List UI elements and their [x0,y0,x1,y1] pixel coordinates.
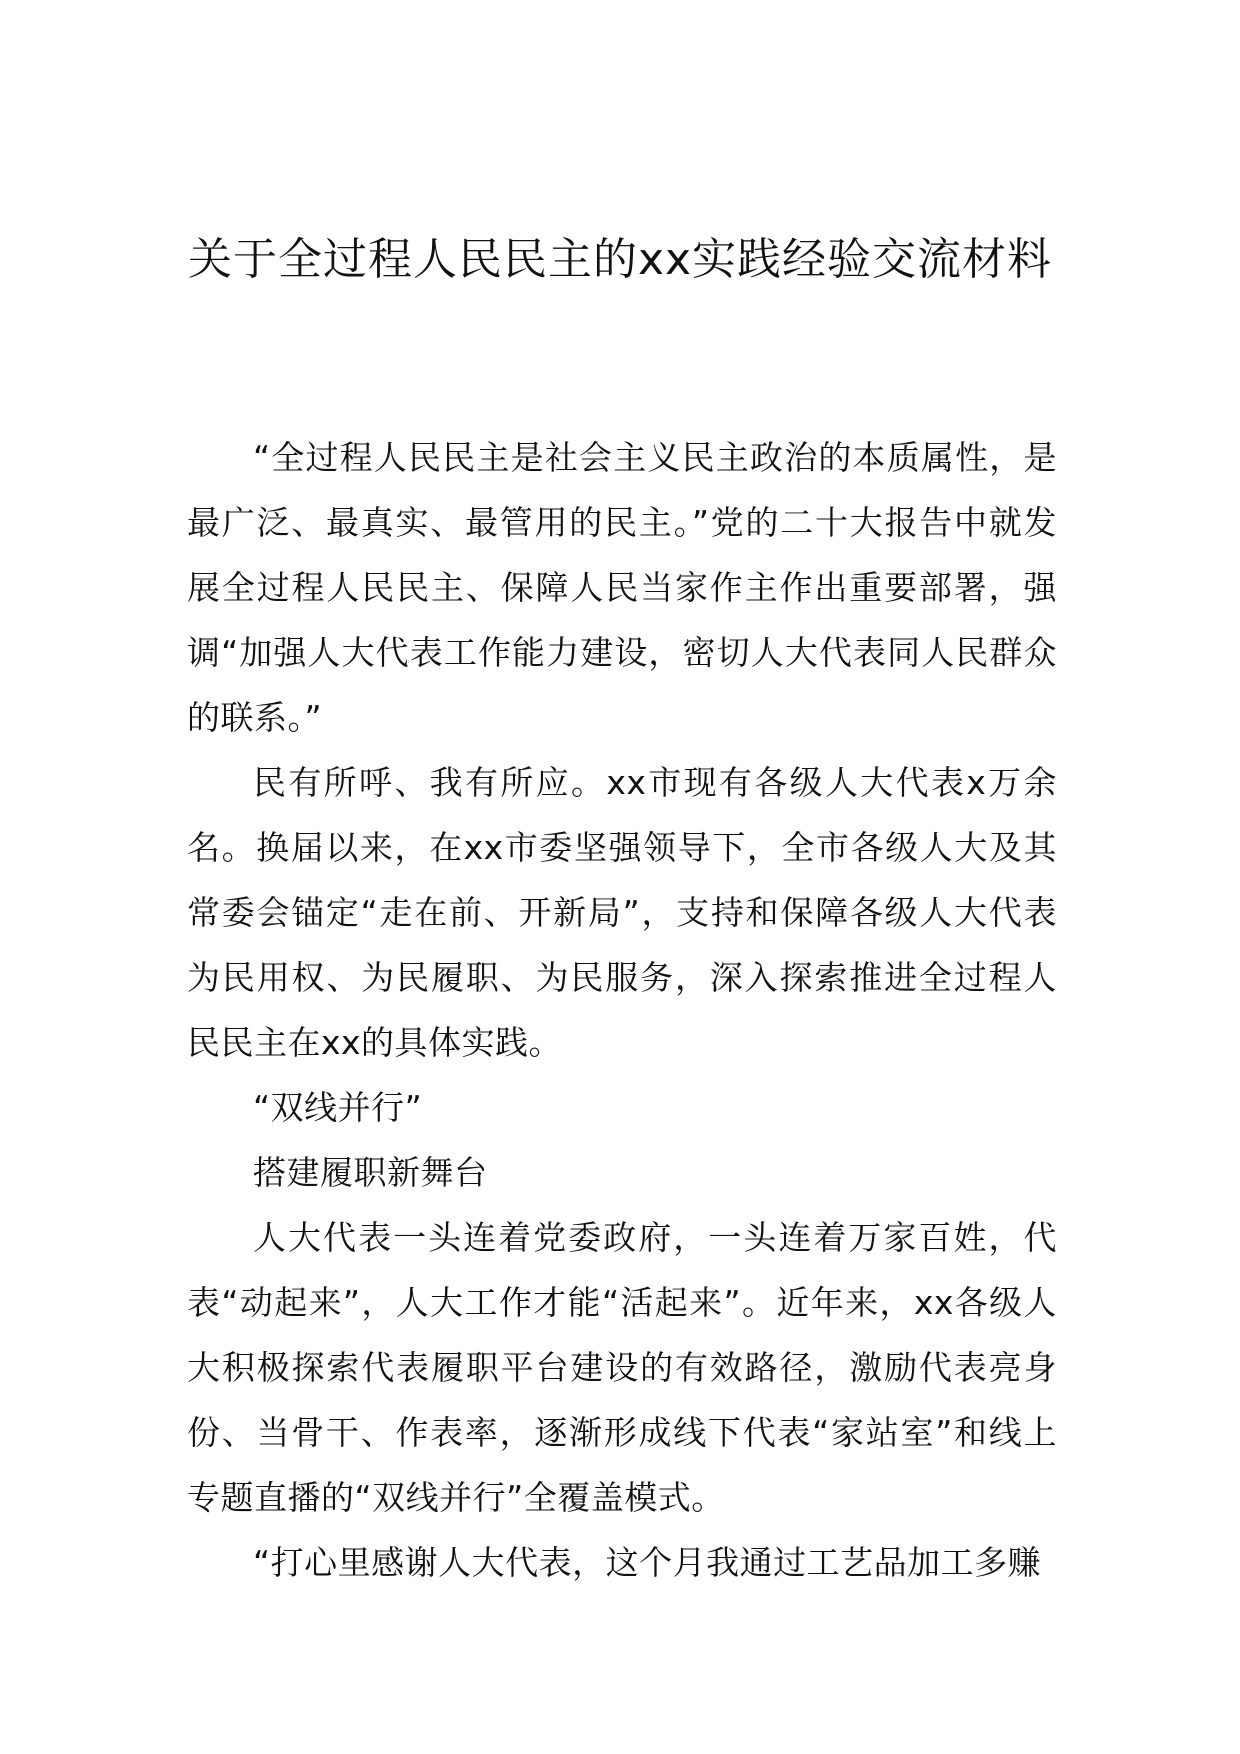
paragraph: “打心里感谢人大代表，这个月我通过工艺品加工多赚 [253,1543,1042,1582]
document-body [187,425,1057,1595]
section-heading: “双线并行” [253,1088,423,1127]
document-title: 关于全过程人民民主的xx实践经验交流材料 [187,234,1053,285]
paragraph: 人大代表一头连着党委政府，一头连着万家百姓，代表“动起来”，人大工作才能“活起来”。近年来，xx各级人大积极探索代表履职平台建设的有效路径，激励代表亮身份、当骨干、作表率，逐渐形成线下代表“家站室”和线上专题直播的“双线并行”全覆盖模式。 [187,1218,1057,1517]
paragraph: “全过程人民民主是社会主义民主政治的本质属性，是最广泛、最真实、最管用的民主。”党的二十大报告中就发展全过程人民民主、保障人民当家作主作出重要部署，强调“加强人大代表工作能力建设，密切人大代表同人民群众的联系。” [187,438,1057,737]
section-subheading: 搭建履职新舞台 [253,1153,488,1192]
paragraph: 民有所呼、我有所应。xx市现有各级人大代表x万余名。换届以来，在xx市委坚强领导下，全市各级人大及其常委会锚定“走在前、开新局”，支持和保障各级人大代表为民用权、为民履职、为民服务，深入探索推进全过程人民民主在xx的具体实践。 [187,763,1057,1062]
